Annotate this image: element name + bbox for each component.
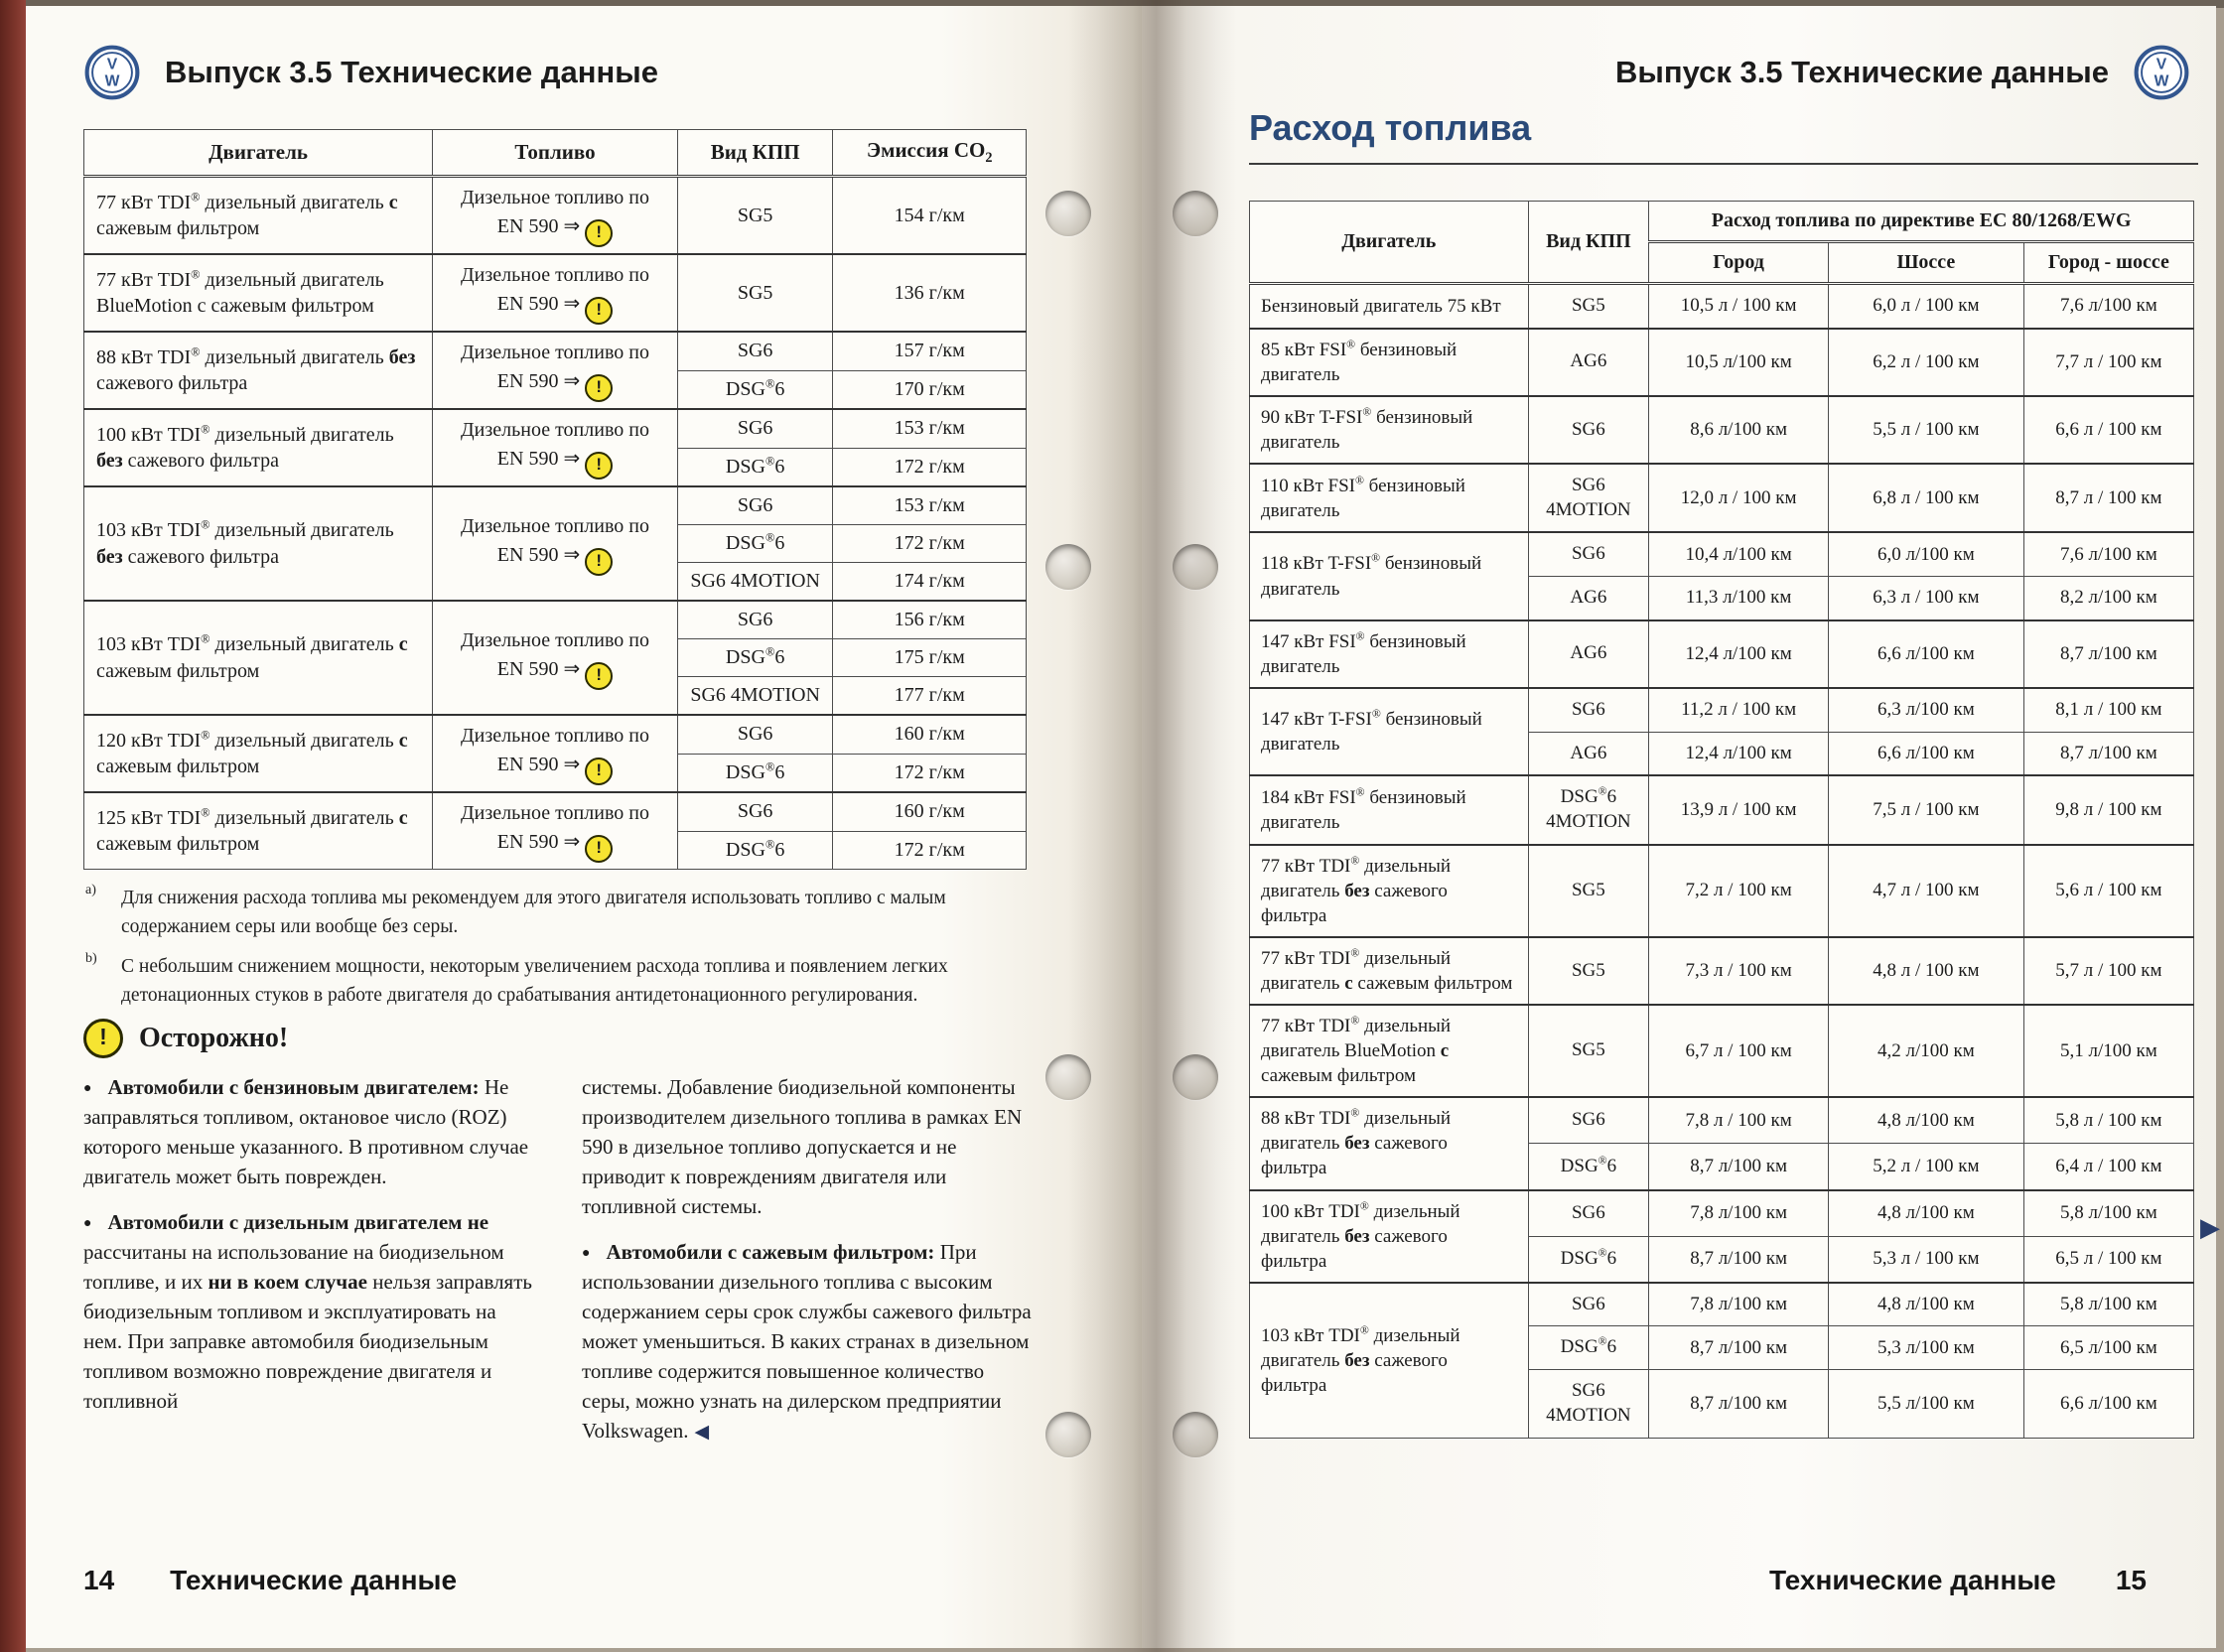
- consumption-city: 8,7 л/100 км: [1649, 1370, 1829, 1438]
- warning-icon: !: [585, 374, 613, 402]
- gearbox-type: SG6: [677, 486, 833, 525]
- page-number: 15: [2115, 1565, 2147, 1595]
- fuel-table-head: [1250, 202, 2194, 284]
- consumption-city: 13,9 л / 100 км: [1649, 775, 1829, 844]
- page-number: 14: [83, 1565, 115, 1595]
- continue-arrow-icon: ▶: [2200, 1213, 2220, 1242]
- emissions-table-head: [84, 130, 1027, 177]
- gearbox-type: DSG®6: [677, 831, 833, 870]
- table-row: [84, 715, 1027, 754]
- warning-icon: !: [585, 219, 613, 247]
- co2-value: 172 г/км: [833, 831, 1027, 870]
- table-row: [1250, 464, 2194, 532]
- table-row: [1250, 688, 2194, 732]
- consumption-combined: 8,2 л/100 км: [2023, 577, 2193, 620]
- co2-value: 156 г/км: [833, 601, 1027, 639]
- table-row: [1250, 532, 2194, 576]
- engine-name: 77 кВт TDI® дизельный двигатель с сажевым фильтром: [1250, 937, 1529, 1005]
- header-row: [84, 130, 1027, 177]
- bullet-icon: ●: [83, 1216, 92, 1232]
- column-header: Двигатель: [84, 130, 433, 177]
- svg-text:V: V: [2155, 56, 2167, 73]
- column-header: Вид КПП: [677, 130, 833, 177]
- table-row: [84, 792, 1027, 831]
- table-row: [1250, 329, 2194, 396]
- consumption-combined: 6,6 л / 100 км: [2023, 396, 2193, 464]
- column-header: Город - шоссе: [2023, 242, 2193, 284]
- engine-name: 77 кВт TDI® дизельный двигатель BlueMotion с сажевым фильтром: [1250, 1005, 1529, 1097]
- engine-name: 77 кВт TDI® дизельный двигатель BlueMotion с сажевым фильтром: [84, 254, 433, 332]
- column-header: Топливо: [433, 130, 678, 177]
- engine-name: 90 кВт T-FSI® бензиновый двигатель: [1250, 396, 1529, 464]
- column-header: Двигатель: [1250, 202, 1529, 284]
- consumption-highway: 4,8 л/100 км: [1828, 1190, 2023, 1237]
- warning-icon: !: [585, 662, 613, 690]
- warning-icon: !: [585, 452, 613, 480]
- warning-icon: !: [83, 1019, 123, 1058]
- table-row: [84, 486, 1027, 525]
- warning-paragraph: ● Автомобили с сажевым фильтром: При использовании дизельного топлива с высоким содержанием серы срок службы сажевого фильтра может уменьшиться. В каких странах в дизельном топливе содержится повышенное количество серы, можно узнать на дилерском предприятии Volkswagen. ◀: [582, 1240, 1032, 1444]
- table-row: [1250, 396, 2194, 464]
- gearbox-type: DSG®6: [677, 639, 833, 677]
- footer-label: Технические данные: [170, 1565, 458, 1595]
- engine-name: 100 кВт TDI® дизельный двигатель без сажевого фильтра: [84, 409, 433, 486]
- co2-value: 172 г/км: [833, 754, 1027, 792]
- gearbox-type: SG5: [677, 177, 833, 255]
- page-right-footer: [1769, 1565, 2147, 1596]
- warning-paragraph: ● Автомобили с дизельным двигателем не рассчитаны на использование на биодизельном топливе, и их ни в коем случае нельзя заправлять биодизельным топливом и эксплуатировать на нем. При заправке автомобиля биодизельным топливом возможно повреждение двигателя и топливной: [83, 1210, 532, 1414]
- punch-hole: [1173, 191, 1218, 236]
- warning-paragraph: ● Автомобили с бензиновым двигателем: Не заправляться топливом, октановое число (ROZ) которого меньше указанного. В противном случае двигатель может быть поврежден.: [83, 1075, 529, 1189]
- warning-col-1: [83, 1072, 538, 1461]
- fuel-spec: Дизельное топливо по EN 590 ⇒ !: [433, 486, 678, 601]
- gearbox-type: SG6: [1528, 1097, 1649, 1144]
- table-row: [84, 177, 1027, 255]
- gearbox-type: AG6: [1528, 732, 1649, 775]
- engine-name: 88 кВт TDI® дизельный двигатель без сажевого фильтра: [1250, 1097, 1529, 1189]
- vw-logo-icon: [83, 44, 141, 101]
- gearbox-type: SG6: [1528, 688, 1649, 732]
- fuel-spec: Дизельное топливо по EN 590 ⇒ !: [433, 254, 678, 332]
- gearbox-type: SG6: [677, 409, 833, 448]
- consumption-city: 7,8 л / 100 км: [1649, 1097, 1829, 1144]
- gearbox-type: SG6 4MOTION: [1528, 1370, 1649, 1438]
- consumption-city: 7,2 л / 100 км: [1649, 845, 1829, 937]
- consumption-city: 8,7 л/100 км: [1649, 1144, 1829, 1190]
- punch-hole: [1045, 1412, 1091, 1457]
- footnote-marker: b): [85, 950, 97, 966]
- footnote-text: Для снижения расхода топлива мы рекомендуем для этого двигателя использовать топливо с малым содержанием серы или вообще без серы.: [121, 888, 946, 938]
- consumption-combined: 9,8 л / 100 км: [2023, 775, 2193, 844]
- gearbox-type: SG6: [677, 715, 833, 754]
- column-header: Эмиссия $CO_2$: [833, 130, 1027, 177]
- section-title: Расход топлива: [1249, 107, 1532, 148]
- footnote-marker: a): [85, 883, 96, 898]
- table-row: [1250, 620, 2194, 688]
- vw-logo-icon: [2133, 44, 2190, 101]
- gearbox-type: SG6: [677, 792, 833, 831]
- consumption-highway: 5,3 л/100 км: [1828, 1326, 2023, 1370]
- consumption-city: 12,4 л/100 км: [1649, 620, 1829, 688]
- column-header: Шоссе: [1828, 242, 2023, 284]
- punch-hole: [1173, 1412, 1218, 1457]
- gearbox-type: DSG®6: [677, 448, 833, 486]
- engine-name: 100 кВт TDI® дизельный двигатель без сажевого фильтра: [1250, 1190, 1529, 1283]
- table-row: [84, 409, 1027, 448]
- punch-hole: [1045, 544, 1091, 590]
- co2-value: 136 г/км: [833, 254, 1027, 332]
- header-row: [1250, 202, 2194, 242]
- warning-title: Осторожно!: [139, 1023, 289, 1053]
- gearbox-type: DSG®6: [677, 370, 833, 409]
- consumption-city: 12,0 л / 100 км: [1649, 464, 1829, 532]
- consumption-combined: 6,5 л / 100 км: [2023, 1236, 2193, 1283]
- consumption-combined: 5,7 л / 100 км: [2023, 937, 2193, 1005]
- table-row: [84, 254, 1027, 332]
- page-left-header: [83, 44, 658, 101]
- footer-label: Технические данные: [1768, 1565, 2056, 1595]
- consumption-highway: 5,3 л / 100 км: [1828, 1236, 2023, 1283]
- warning-icon: !: [585, 297, 613, 325]
- section-end-icon: ◀: [694, 1422, 710, 1444]
- consumption-highway: 4,8 л / 100 км: [1828, 937, 2023, 1005]
- engine-name: 77 кВт TDI® дизельный двигатель без сажевого фильтра: [1250, 845, 1529, 937]
- table-row: [1250, 1097, 2194, 1144]
- gearbox-type: SG5: [677, 254, 833, 332]
- engine-name: 103 кВт TDI® дизельный двигатель без сажевого фильтра: [1250, 1283, 1529, 1438]
- table-row: [1250, 1283, 2194, 1326]
- consumption-highway: 6,0 л / 100 км: [1828, 284, 2023, 329]
- consumption-combined: 6,6 л/100 км: [2023, 1370, 2193, 1438]
- gearbox-type: SG5: [1528, 284, 1649, 329]
- page-right: [1142, 6, 2220, 1648]
- gearbox-type: SG6: [1528, 396, 1649, 464]
- svg-text:W: W: [2154, 72, 2169, 90]
- gearbox-type: AG6: [1528, 329, 1649, 396]
- consumption-highway: 7,5 л / 100 км: [1828, 775, 2023, 844]
- warning-block: [83, 1019, 1041, 1461]
- consumption-combined: 5,8 л / 100 км: [2023, 1097, 2193, 1144]
- gearbox-type: SG6 4MOTION: [1528, 464, 1649, 532]
- consumption-combined: 5,8 л/100 км: [2023, 1283, 2193, 1326]
- table-row: [84, 601, 1027, 639]
- table-row: [1250, 937, 2194, 1005]
- consumption-city: 7,3 л / 100 км: [1649, 937, 1829, 1005]
- svg-text:W: W: [104, 72, 120, 90]
- gearbox-type: DSG®6: [1528, 1144, 1649, 1190]
- emissions-section: [83, 129, 1027, 1020]
- consumption-city: 7,8 л/100 км: [1649, 1283, 1829, 1326]
- fuel-consumption-section: [1249, 201, 2194, 1439]
- co2-value: 160 г/км: [833, 715, 1027, 754]
- consumption-highway: 4,2 л/100 км: [1828, 1005, 2023, 1097]
- consumption-highway: 6,3 л/100 км: [1828, 688, 2023, 732]
- engine-name: 88 кВт TDI® дизельный двигатель без сажевого фильтра: [84, 332, 433, 409]
- table-row: [1250, 284, 2194, 329]
- consumption-combined: 5,8 л/100 км: [2023, 1190, 2193, 1237]
- gearbox-type: SG6: [1528, 532, 1649, 576]
- gearbox-type: AG6: [1528, 577, 1649, 620]
- fuel-consumption-table: [1249, 201, 2194, 1439]
- group-header: Расход топлива по директиве ЕС 80/1268/EWG: [1649, 202, 2194, 242]
- bullet-icon: ●: [582, 1246, 591, 1262]
- bullet-icon: ●: [83, 1081, 92, 1096]
- fuel-spec: Дизельное топливо по EN 590 ⇒ !: [433, 715, 678, 792]
- consumption-combined: 5,1 л/100 км: [2023, 1005, 2193, 1097]
- table-row: [1250, 1190, 2194, 1237]
- gearbox-type: SG5: [1528, 937, 1649, 1005]
- co2-value: 153 г/км: [833, 486, 1027, 525]
- consumption-highway: 4,8 л/100 км: [1828, 1097, 2023, 1144]
- footnote-text: С небольшим снижением мощности, некоторым увеличением расхода топлива и появлением легких детонационных стуков в работе двигателя до срабатывания антидетонационного регулирования.: [121, 955, 948, 1006]
- consumption-city: 8,7 л/100 км: [1649, 1236, 1829, 1283]
- consumption-city: 8,7 л/100 км: [1649, 1326, 1829, 1370]
- consumption-city: 12,4 л/100 км: [1649, 732, 1829, 775]
- gearbox-type: SG6: [677, 332, 833, 370]
- gearbox-type: SG6: [677, 601, 833, 639]
- punch-hole: [1045, 1054, 1091, 1100]
- engine-name: 118 кВт T-FSI® бензиновый двигатель: [1250, 532, 1529, 620]
- emissions-table-body: [84, 177, 1027, 870]
- binder-edge: [0, 0, 26, 1652]
- gearbox-type: SG6 4MOTION: [677, 677, 833, 716]
- consumption-highway: 6,8 л / 100 км: [1828, 464, 2023, 532]
- warning-icon: !: [585, 757, 613, 785]
- consumption-combined: 6,5 л/100 км: [2023, 1326, 2193, 1370]
- fuel-spec: Дизельное топливо по EN 590 ⇒ !: [433, 177, 678, 255]
- co2-value: 175 г/км: [833, 639, 1027, 677]
- engine-name: 110 кВт FSI® бензиновый двигатель: [1250, 464, 1529, 532]
- footnote: [83, 952, 1027, 1011]
- consumption-highway: 6,0 л/100 км: [1828, 532, 2023, 576]
- fuel-spec: Дизельное топливо по EN 590 ⇒ !: [433, 409, 678, 486]
- engine-name: 184 кВт FSI® бензиновый двигатель: [1250, 775, 1529, 844]
- fuel-spec: Дизельное топливо по EN 590 ⇒ !: [433, 792, 678, 870]
- section-rule: [1249, 163, 2198, 165]
- engine-name: 120 кВт TDI® дизельный двигатель с сажевым фильтром: [84, 715, 433, 792]
- consumption-highway: 6,6 л/100 км: [1828, 732, 2023, 775]
- table-row: [1250, 845, 2194, 937]
- consumption-city: 6,7 л / 100 км: [1649, 1005, 1829, 1097]
- consumption-highway: 6,2 л / 100 км: [1828, 329, 2023, 396]
- co2-value: 170 г/км: [833, 370, 1027, 409]
- fuel-spec: Дизельное топливо по EN 590 ⇒ !: [433, 332, 678, 409]
- warning-col-2: [582, 1072, 1037, 1461]
- engine-name: Бензиновый двигатель 75 кВт: [1250, 284, 1529, 329]
- co2-value: 154 г/км: [833, 177, 1027, 255]
- engine-name: 147 кВт FSI® бензиновый двигатель: [1250, 620, 1529, 688]
- engine-name: 77 кВт TDI® дизельный двигатель с сажевым фильтром: [84, 177, 433, 255]
- consumption-city: 7,8 л/100 км: [1649, 1190, 1829, 1237]
- consumption-city: 11,3 л/100 км: [1649, 577, 1829, 620]
- svg-text:V: V: [106, 56, 118, 73]
- co2-value: 174 г/км: [833, 563, 1027, 602]
- co2-value: 177 г/км: [833, 677, 1027, 716]
- warning-icon: !: [585, 548, 613, 576]
- table-row: [1250, 775, 2194, 844]
- consumption-combined: 8,7 л / 100 км: [2023, 464, 2193, 532]
- consumption-combined: 7,7 л / 100 км: [2023, 329, 2193, 396]
- engine-name: 103 кВт TDI® дизельный двигатель с сажевым фильтром: [84, 601, 433, 715]
- consumption-combined: 5,6 л / 100 км: [2023, 845, 2193, 937]
- fuel-spec: Дизельное топливо по EN 590 ⇒ !: [433, 601, 678, 715]
- engine-name: 103 кВт TDI® дизельный двигатель без сажевого фильтра: [84, 486, 433, 601]
- consumption-highway: 5,5 л/100 км: [1828, 1370, 2023, 1438]
- gearbox-type: DSG®6: [1528, 1236, 1649, 1283]
- fuel-table-body: [1250, 284, 2194, 1439]
- gearbox-type: DSG®6: [677, 754, 833, 792]
- consumption-combined: 7,6 л/100 км: [2023, 532, 2193, 576]
- consumption-highway: 4,8 л/100 км: [1828, 1283, 2023, 1326]
- emissions-table: [83, 129, 1027, 870]
- table-row: [84, 332, 1027, 370]
- gearbox-type: DSG®6: [677, 525, 833, 563]
- consumption-combined: 6,4 л / 100 км: [2023, 1144, 2193, 1190]
- warning-head: [83, 1019, 1041, 1058]
- page-right-title: Выпуск 3.5 Технические данные: [1615, 55, 2109, 89]
- gearbox-type: AG6: [1528, 620, 1649, 688]
- warning-icon: !: [585, 835, 613, 863]
- gearbox-type: SG6: [1528, 1283, 1649, 1326]
- consumption-highway: 6,3 л / 100 км: [1828, 577, 2023, 620]
- gearbox-type: SG5: [1528, 845, 1649, 937]
- table-row: [1250, 1005, 2194, 1097]
- consumption-city: 10,4 л/100 км: [1649, 532, 1829, 576]
- co2-value: 172 г/км: [833, 525, 1027, 563]
- consumption-highway: 5,2 л / 100 км: [1828, 1144, 2023, 1190]
- consumption-highway: 6,6 л/100 км: [1828, 620, 2023, 688]
- page-right-header: [1615, 44, 2190, 101]
- punch-hole: [1173, 544, 1218, 590]
- footnotes: [83, 884, 1027, 1010]
- consumption-combined: 8,7 л/100 км: [2023, 732, 2193, 775]
- punch-hole: [1045, 191, 1091, 236]
- punch-hole: [1173, 1054, 1218, 1100]
- page-left-title: Выпуск 3.5 Технические данные: [165, 55, 658, 89]
- gearbox-type: DSG®6 4MOTION: [1528, 775, 1649, 844]
- consumption-highway: 5,5 л / 100 км: [1828, 396, 2023, 464]
- page-left: [26, 6, 1142, 1648]
- consumption-city: 10,5 л/100 км: [1649, 329, 1829, 396]
- warning-columns: [83, 1072, 1041, 1461]
- gearbox-type: DSG®6: [1528, 1326, 1649, 1370]
- consumption-combined: 7,6 л/100 км: [2023, 284, 2193, 329]
- co2-value: 172 г/км: [833, 448, 1027, 486]
- co2-value: 160 г/км: [833, 792, 1027, 831]
- consumption-combined: 8,1 л / 100 км: [2023, 688, 2193, 732]
- consumption-city: 10,5 л / 100 км: [1649, 284, 1829, 329]
- footnote: [83, 884, 1027, 942]
- engine-name: 147 кВт T-FSI® бензиновый двигатель: [1250, 688, 1529, 775]
- consumption-combined: 8,7 л/100 км: [2023, 620, 2193, 688]
- column-header: Вид КПП: [1528, 202, 1649, 284]
- consumption-highway: 4,7 л / 100 км: [1828, 845, 2023, 937]
- gearbox-type: SG6 4MOTION: [677, 563, 833, 602]
- gearbox-type: SG5: [1528, 1005, 1649, 1097]
- engine-name: 85 кВт FSI® бензиновый двигатель: [1250, 329, 1529, 396]
- consumption-city: 11,2 л / 100 км: [1649, 688, 1829, 732]
- co2-value: 153 г/км: [833, 409, 1027, 448]
- column-header: Город: [1649, 242, 1829, 284]
- co2-value: 157 г/км: [833, 332, 1027, 370]
- page-left-footer: [83, 1565, 457, 1596]
- consumption-city: 8,6 л/100 км: [1649, 396, 1829, 464]
- gearbox-type: SG6: [1528, 1190, 1649, 1237]
- engine-name: 125 кВт TDI® дизельный двигатель с сажевым фильтром: [84, 792, 433, 870]
- warning-paragraph: системы. Добавление биодизельной компоненты производителем дизельного топлива в рамках EN 590 в дизельное топливо допускается и не приводит к повреждениям двигателя или топливной системы.: [582, 1075, 1023, 1219]
